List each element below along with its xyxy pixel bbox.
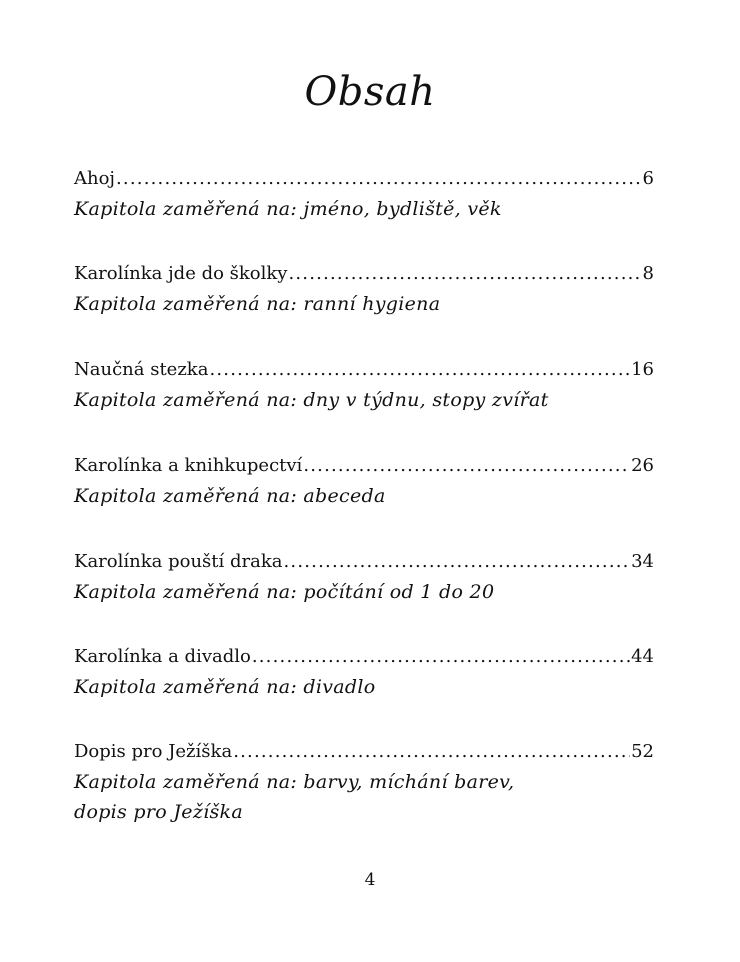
toc-entry bbox=[74, 451, 654, 511]
toc-page-number: 6 bbox=[642, 168, 654, 189]
toc-line bbox=[74, 642, 654, 672]
toc-entry-title: Karolínka pouští draka bbox=[74, 551, 283, 572]
toc-line bbox=[74, 355, 654, 385]
toc-entry-title: Dopis pro Ježíška bbox=[74, 741, 233, 762]
toc-description-line: Kapitola zaměřená na: abeceda bbox=[74, 485, 386, 507]
toc-line bbox=[74, 164, 654, 194]
toc-line bbox=[74, 451, 654, 481]
toc-entry-title: Naučná stezka bbox=[74, 359, 209, 380]
toc-line bbox=[74, 259, 654, 289]
toc-entry-title: Karolínka jde do školky bbox=[74, 263, 288, 284]
toc-entry bbox=[74, 547, 654, 607]
toc-leader-dots bbox=[209, 355, 630, 385]
toc-description-line: Kapitola zaměřená na: ranní hygiena bbox=[74, 293, 441, 315]
toc-description-line: Kapitola zaměřená na: divadlo bbox=[74, 676, 376, 698]
toc-leader-dots bbox=[303, 451, 630, 481]
toc-page-number: 52 bbox=[631, 741, 654, 762]
toc-leader-dots bbox=[252, 642, 630, 672]
toc-entry-title: Karolínka a knihkupectví bbox=[74, 455, 303, 476]
toc-entry bbox=[74, 355, 654, 415]
toc-description-line: Kapitola zaměřená na: dny v týdnu, stopy zvířat bbox=[74, 389, 549, 411]
toc-entry bbox=[74, 259, 654, 319]
toc-entry-description bbox=[74, 672, 654, 702]
toc-entry bbox=[74, 642, 654, 702]
toc-line bbox=[74, 737, 654, 767]
toc-leader-dots bbox=[288, 259, 641, 289]
toc-entry-description bbox=[74, 481, 654, 511]
toc-description-line: Kapitola zaměřená na: počítání od 1 do 20 bbox=[74, 581, 495, 603]
toc-entry-title: Karolínka a divadlo bbox=[74, 646, 251, 667]
toc-leader-dots bbox=[284, 547, 631, 577]
toc-entry-description bbox=[74, 767, 654, 827]
toc-entry-description bbox=[74, 194, 654, 224]
toc-entry-description bbox=[74, 289, 654, 319]
page-title: Obsah bbox=[304, 69, 436, 115]
toc-entry-title: Ahoj bbox=[74, 168, 116, 189]
toc-description-line: dopis pro Ježíška bbox=[74, 801, 243, 823]
toc-entry-description bbox=[74, 577, 654, 607]
toc-description-line: Kapitola zaměřená na: barvy, míchání barev, bbox=[74, 771, 515, 793]
toc-description-line: Kapitola zaměřená na: jméno, bydliště, věk bbox=[74, 198, 502, 220]
page-number: 4 bbox=[364, 870, 376, 890]
toc-page-number: 44 bbox=[631, 646, 654, 667]
toc-entry bbox=[74, 164, 654, 224]
toc-line bbox=[74, 547, 654, 577]
toc-leader-dots bbox=[233, 737, 630, 767]
toc-entry-description bbox=[74, 385, 654, 415]
toc-page-number: 26 bbox=[631, 455, 654, 476]
toc-page-number: 8 bbox=[642, 263, 654, 284]
toc-entry bbox=[74, 737, 654, 827]
toc-page-number: 34 bbox=[631, 551, 654, 572]
toc-page-number: 16 bbox=[631, 359, 654, 380]
toc-leader-dots bbox=[116, 164, 642, 194]
